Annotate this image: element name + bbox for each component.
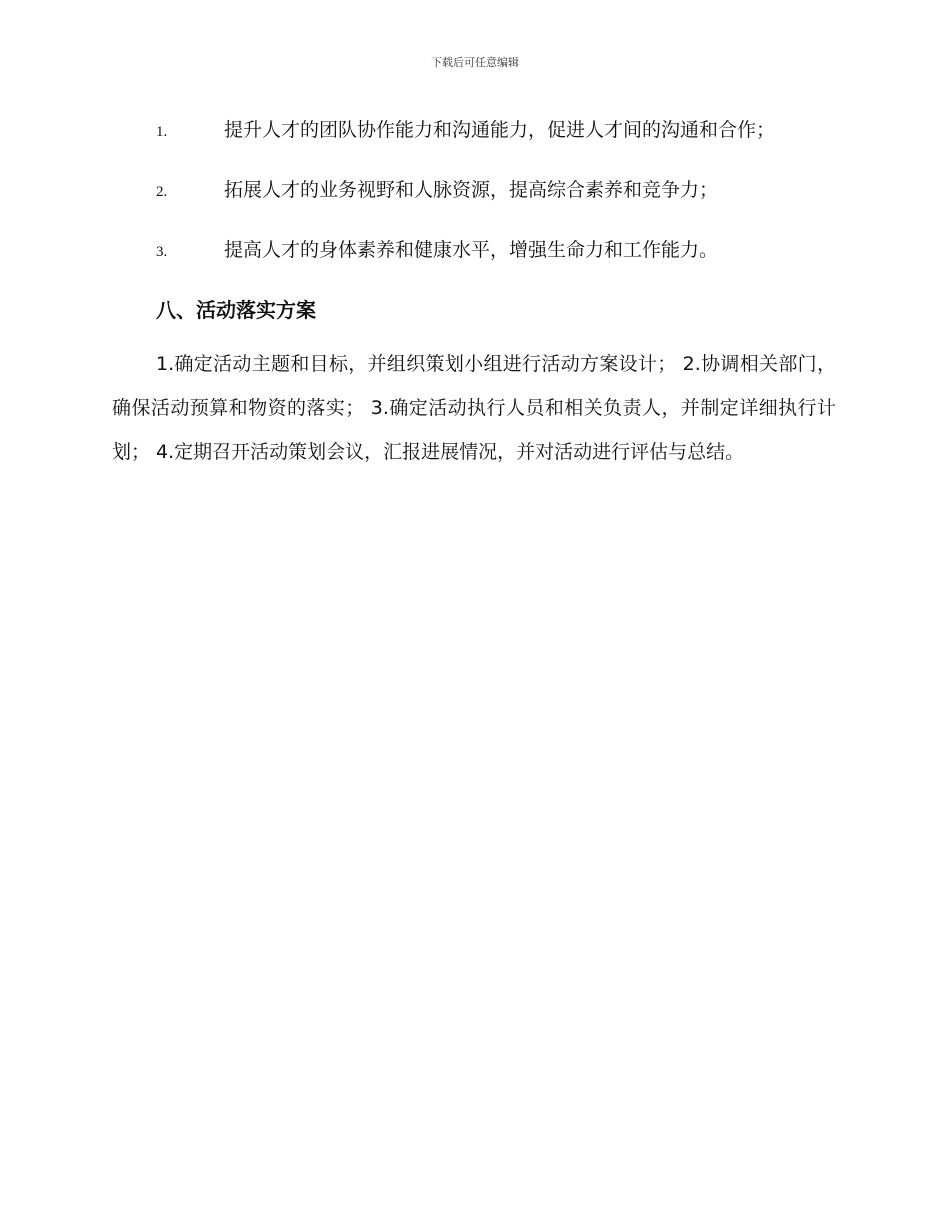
list-item-text: 提高人才的身体素养和健康水平，增强生命力和工作能力。 bbox=[224, 239, 719, 261]
list-item-text: 拓展人才的业务视野和人脉资源，提高综合素养和竞争力； bbox=[224, 179, 719, 201]
list-item bbox=[112, 108, 836, 154]
list-item-number: 2. bbox=[156, 184, 168, 200]
list-item bbox=[112, 168, 836, 214]
page-header: 下载后可任意编辑 bbox=[431, 56, 519, 69]
plan-paragraph: 1.确定活动主题和目标，并组织策划小组进行活动方案设计； 2.协调相关部门，确保活动预算和物资的落实； 3.确定活动执行人员和相关负责人，并制定详细执行计划； 4.定期召开活动策划会议，汇报进展情况，并对活动进行评估与总结。 bbox=[112, 353, 836, 463]
section-heading: 八、活动落实方案 bbox=[156, 298, 316, 322]
list-item-number: 1. bbox=[156, 124, 168, 140]
list-item-text: 提升人才的团队协作能力和沟通能力，促进人才间的沟通和合作； bbox=[224, 119, 776, 141]
list-item bbox=[112, 228, 836, 274]
list-item-number: 3. bbox=[156, 244, 168, 260]
document-body bbox=[112, 108, 836, 474]
